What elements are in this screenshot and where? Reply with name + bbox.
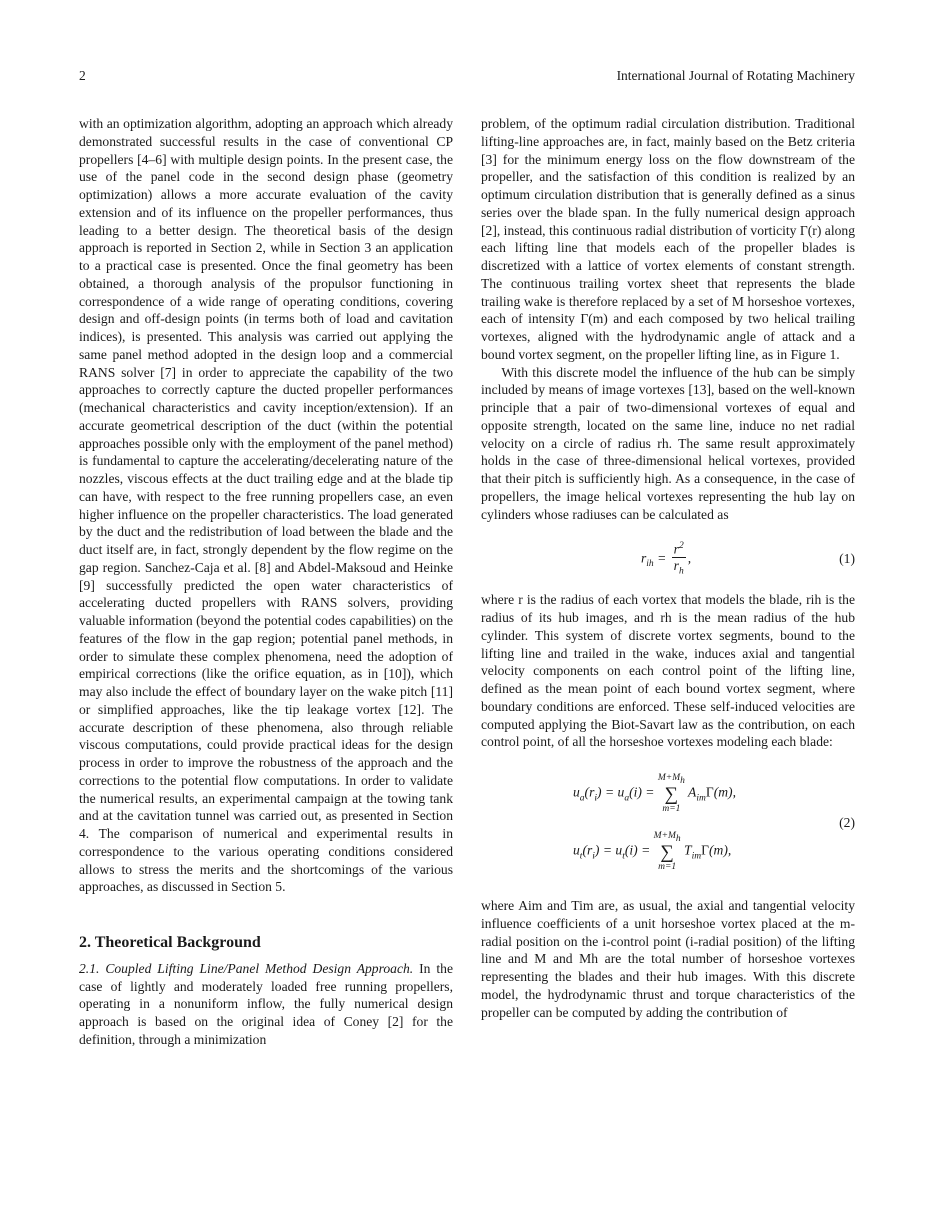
right-column	[481, 115, 855, 1021]
equation-1: $r_{ih}$ = $\frac{r^2}{r_h}$ , (1)	[641, 541, 855, 577]
equation-2: $u_a(r_i) = u_a(i)$ = $M+M_h$ ∑ m=1 $A_{im}\Gamma(m)$, $u_t(r_i) = u_t(i)$ = $M+M_h$ ∑ m=1 $T_{im}\Gamma(m)$, (2)	[573, 773, 855, 872]
subsection-text: In the case of lightly and moderately loaded free running propellers, operating in a nonuniform inflow, the fully numerical design approach is based on the original idea of Coney [2] for the definition, through a minimization	[79, 960, 453, 1047]
left-column	[79, 115, 453, 1049]
influence-coefficients-paragraph: where Aim and Tim are, as usual, the axial and tangential velocity influence coefficients of a unit horseshoe vortex placed at the m-radial position on the i-control point (i-radial position) of the lifting line and M and Mh are the total number of horseshoe vortexes representing the blades and their hub images. With this discrete model, the hydrodynamic thrust and torque characteristics of the propeller can be computed by adding the contribution of	[481, 898, 855, 1020]
journal-title: International Journal of Rotating Machinery	[616, 68, 855, 83]
section-title: 2. Theoretical Background	[79, 934, 261, 951]
subsection-title: 2.1. Coupled Lifting Line/Panel Method Design Approach.	[79, 960, 414, 976]
running-header	[79, 68, 855, 86]
page-number: 2	[79, 68, 86, 83]
subsection-paragraph	[79, 960, 453, 1049]
circulation-paragraph: problem, of the optimum radial circulation distribution. Traditional lifting-line approaches are, in fact, mainly based on the Betz criteria [3] for the minimum energy loss on the flow downstream of the propeller, and the satisfaction of this condition is realized by an optimum circulation distribution that is generally defined as a sinus series over the blade span. In the fully numerical design approach [2], instead, this continuous radial distribution of vorticity Γ(r) along each lifting line that models each of the propeller blades is discretized with a lattice of vortex elements of constant strength. The continuous trailing vortex sheet that represents the blade trailing wake is therefore replaced by a set of M horseshoe vortexes, each of intensity Γ(m) and each composed by two helical trailing vortexes, aligned with the hydrodynamic angle of attack and a bound vortex segment, on the propeller lifting line, as in Figure 1.	[481, 116, 855, 362]
equation-1-number: (1)	[839, 551, 855, 567]
biot-savart-paragraph: where r is the radius of each vortex that models the blade, rih is the radius of its hub images, and rh is the mean radius of the hub cylinder. This system of discrete vortex segments, bound to the lifting line and trailed in the wake, induces axial and tangential velocity components on each control point of the lifting line, defined as the mean point of each bound vortex segment, where boundary conditions are enforced. These self-induced velocities are computed applying the Biot-Savart law as the contribution, on each control point, of all the horseshoe vortexes modeling each blade:	[481, 592, 855, 750]
equation-2-number: (2)	[839, 815, 855, 830]
hub-image-paragraph: With this discrete model the influence of the hub can be simply included by means of image vortexes [13], based on the well-known principle that a pair of two-dimensional vortexes of equal and opposite strength, located on the same line, induce no net radial velocity on a circle of radius rh. The same result approximately holds in the case of three-dimensional helical vortexes, provided that their pitch is sufficiently high. As a consequence, in the case of propellers, the image helical vortexes representing the hub lay on cylinders whose radiuses can be calculated as	[481, 364, 855, 522]
intro-paragraph: with an optimization algorithm, adopting an approach which already demonstrated successful results in the case of conventional CP propellers [4–6] with multiple design points. In the present case, the use of the panel code in the second design phase (geometry optimization) allows a more accurate evaluation of the cavity extension and of its influence on the propeller performances, thus leading to a better design. The theoretical basis of the design approach is reported in Section 2, while in Section 3 an application to a practical case is presented. Once the final geometry has been obtained, a thorough analysis of the propulsor functioning in correspondence of a wide range of operating conditions, covering design and off-design points (in terms both of load and cavitation indices), is presented. This analysis was carried out applying the same panel method adopted in the design loop and a commercial RANS solver [7] in order to appreciate the capability of the two approaches to correctly capture the ducted propeller performances (mechanical characteristics and cavity inception/extension). If an accurate geometrical description of the duct (within the potential approaches possible only with the employment of the panel method) is fundamental to capture the accelerating/decelerating nature of the nozzles, viscous effects at the duct trailing edge and at the blade tip can have, with respect to the free running propellers case, an even higher influence on the propeller characteristics. The load generated by the duct and the redistribution of load between the blade and the duct itself are, in fact, strongly dependent by the flow regime on the gap region. Sanchez-Caja et al. [8] and Abdel-Maksoud and Heinke [9] successfully predicted the open water characteristics of accelerating ducted propellers with RANS solvers, providing valuable information (beyond the potential codes capabilities) on the features of the flow in the gap region; potential panel methods, in order to simulate these complex phenomena, need the adoption of empirical corrections (like the orifice equation, as in [10]), which may also include the effect of boundary layer on the wake pitch [11] or simplified approaches, like the tip leakage vortex [12]. The accurate description of these phenomena, also through reliable viscous computations, could provide practical ideas for the design process in order to improve the robustness of the approach and the corrections to the potential flow computations. In order to validate the numerical results, an experimental campaign at the towing tank and at the cavitation tunnel was carried out, as presented in Section 4. The comparison of numerical and experimental results in correspondence to the various operating conditions considered allows to stress the merits and the shortcomings of the various approaches, as discussed in Section 5.	[79, 116, 453, 895]
